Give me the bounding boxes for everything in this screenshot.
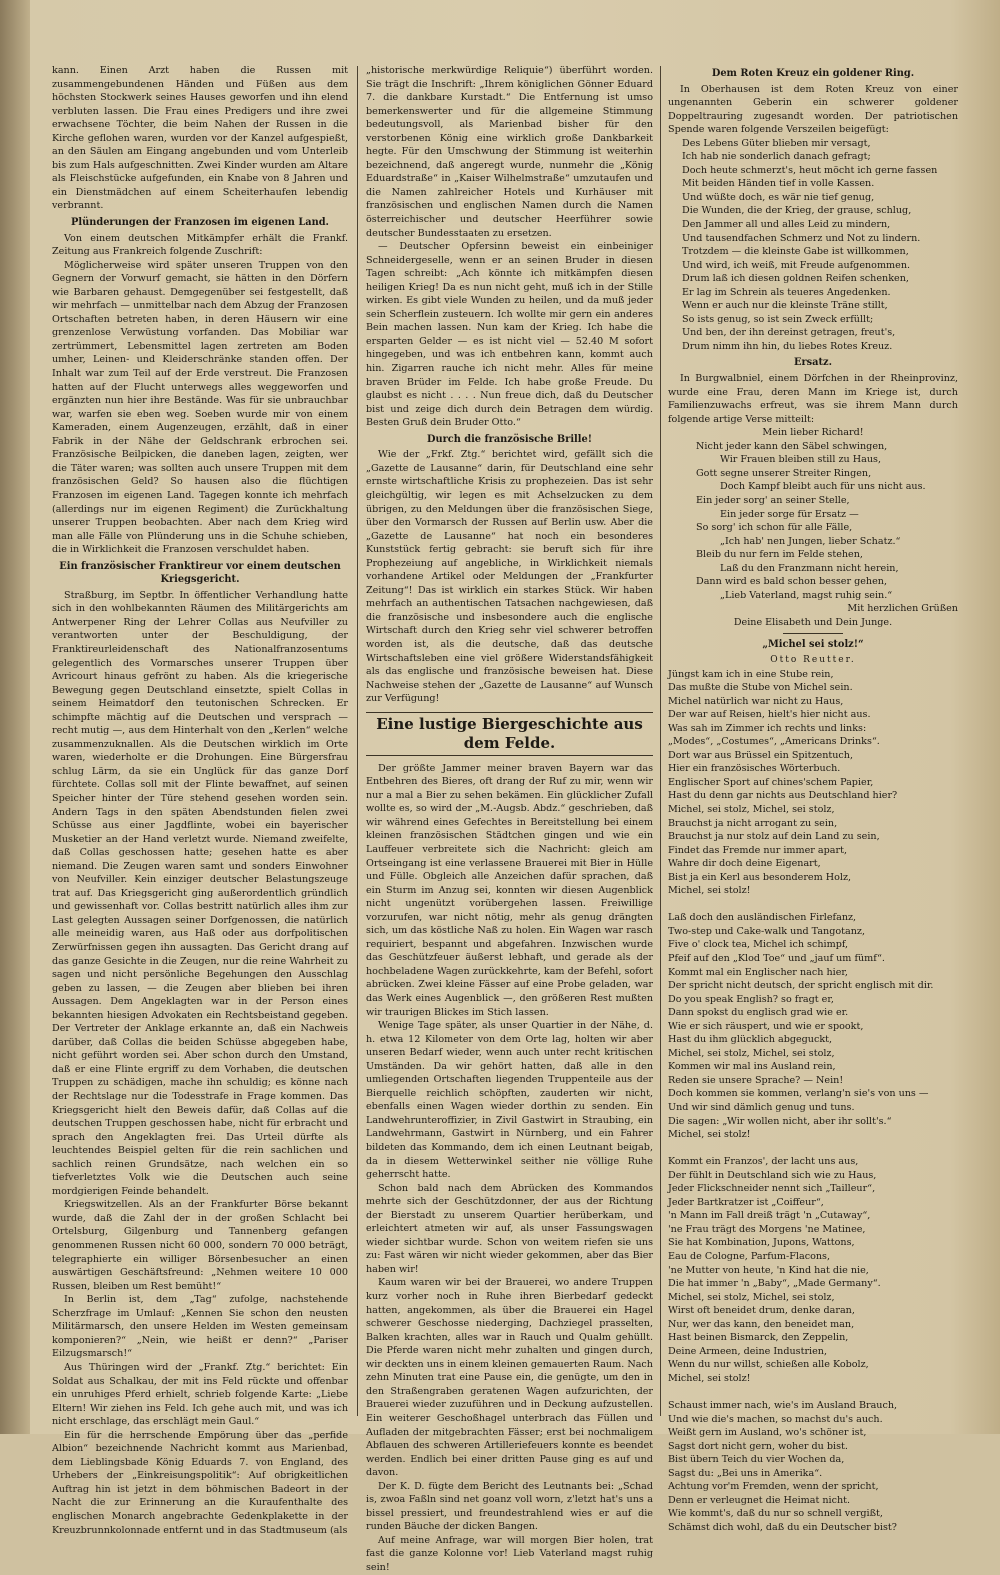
poem-line: Die Wunden, die der Krieg, der grause, schlug, bbox=[682, 205, 912, 217]
poem-line: Dann wird es bald schon besser gehen, bbox=[696, 576, 888, 588]
poem-line: Brauchst ja nur stolz auf dein Land zu sein, bbox=[668, 831, 880, 843]
poem-line: Reden sie unsere Sprache? — Nein! bbox=[668, 1074, 844, 1086]
heading-pluenderungen: Plünderungen der Franzosen im eigenen Land. bbox=[71, 217, 329, 229]
poem-line: Dann spokst du englisch grad wie er. bbox=[668, 1007, 849, 1019]
poem-line: Laß doch den ausländischen Firlefanz, bbox=[668, 912, 857, 924]
poem-line: Trotzdem — die kleinste Gabe ist willkommen, bbox=[682, 246, 909, 258]
poem-line: Jeder Flickschneider nennt sich „Tailleur“, bbox=[668, 1183, 876, 1195]
poem-line: Denn er verleugnet die Heimat nicht. bbox=[668, 1494, 851, 1506]
poem-line: Weißt gern im Ausland, wo's schöner ist, bbox=[668, 1427, 867, 1439]
poem-line bbox=[668, 1142, 958, 1156]
headline-biergeschichte: Eine lustige Biergeschichte aus dem Felde. bbox=[366, 712, 653, 756]
poem-line: Hier ein französisches Wörterbuch. bbox=[668, 763, 841, 775]
poem-line: Bist ja ein Kerl aus besonderem Holz, bbox=[668, 871, 852, 883]
poem-line: Der war auf Reisen, hielt's hier nicht aus. bbox=[668, 709, 871, 721]
poem-line: Bist übern Teich du vier Wochen da, bbox=[668, 1454, 845, 1466]
heading-rotes-kreuz: Dem Roten Kreuz ein goldener Ring. bbox=[711, 68, 915, 79]
binding-gutter bbox=[0, 0, 30, 1434]
poem-line: Deine Elisabeth und Dein Junge. bbox=[733, 616, 893, 628]
author-byline: Otto Reutter. bbox=[770, 654, 856, 665]
paragraph: Der K. D. fügte dem Bericht des Leutnants bei: „Schad is, zwoa Faßln sind net goanz voll worn, z'letzt hat's uns a bissel pressiert, und freundestrahlend wies er auf die runden Bäuche der dicken Bangen. bbox=[366, 1480, 653, 1533]
poem-michel bbox=[668, 668, 958, 1535]
poem-line: Gott segne unserer Streiter Ringen, bbox=[696, 467, 872, 479]
poem-line: Das mußte die Stube von Michel sein. bbox=[668, 682, 853, 694]
poem-line: Michel, sei stolz! bbox=[668, 885, 751, 897]
column-3 bbox=[668, 64, 958, 1533]
poem-line: 'ne Mutter von heute, 'n Kind hat die nie, bbox=[668, 1264, 869, 1276]
heading-franktireur: Ein französischer Franktireur vor einem deutschen Kriegsgericht. bbox=[59, 560, 341, 586]
poem-line: Michel, sei stolz, Michel, sei stolz, bbox=[668, 1047, 835, 1059]
poem-line: Mein lieber Richard! bbox=[762, 427, 864, 439]
paragraph: Straßburg, im Septbr. In öffentlicher Verhandlung hatte sich in den wohlbekannten Räumen des Militärgerichts am Antwerpener Ring der Lehrer Collas aus Neufviller zu verantworten unter der Beschuldigung, der Franktireurleidenschaft des Nationalfranzosentums gelegentlich des Vormarsches unserer Truppen über Avricourt hinaus gefrönt zu haben. Als die kriegerische Bewegung gegen Deutschland einsetzte, spielt Collas in seinem Heimatdorf den teutonischen Schrecken. Er schimpfte mächtig auf die Deutschen und versprach — recht mutig —, aus dem Hinterhalt von den „Kerlen“ welche zusammenzuknallen. Als die Deutschen wirklich im Orte waren, wiederholte er die Drohungen. Eine Bürgersfrau schlug Lärm, da sie ein Unglück für das ganze Dorf fürchtete. Collas soll mit der Flinte bewaffnet, auf seinen Speicher hinter der Türe stehend gesehen worden sein. Andern Tags in den späten Abendstunden fielen zwei Schüsse aus einer Jagdflinte, wobei ein bayerischer Musketier an der Hand verletzt wurde. Niemand zweifelte, daß Collas geschossen hatte; gesehen hatte es aber niemand. Die Zeugen waren samt und sonders Einwohner von Neufviller. Kein einziger deutscher Belastungszeuge trat auf. Das Kriegsgericht ging außerordentlich gründlich und gewissenhaft vor. Collas bestritt natürlich alles ihm zur Last gelegten Aussagen seiner Dorfgenossen, die natürlich alle meineidig waren, aus Haß oder aus dorfpolitischen Zerwürfnissen gegen ihn aussagten. Das Gericht drang auf das ganze Gesichte in die Zeugen, nur die reine Wahrheit zu sagen und nicht persönliche Begehungen den Ausschlag geben zu lassen, — die Zeugen aber blieben bei ihren Aussagen. Dem Angeklagten war in der Person eines bekannten hiesigen Advokaten ein Rechtsbeistand gegeben. Der Vertreter der Anklage erkannte an, daß ein Nachweis darüber, daß Collas die beiden Schüsse abgegeben habe, nicht geführt worden sei. Aber schon durch den Umstand, daß er eine Flinte ergriff zu dem Vorhaben, die deutschen Truppen zu schädigen, mache ihn schuldig; es könne nach der Rechtslage nur die Todesstrafe in Frage kommen. Das Kriegsgericht hielt den Beweis dafür, daß Collas auf die deutschen Truppen geschossen habe, nicht für erbracht und sprach den Angeklagten frei. Das Urteil dürfte als leuchtendes Beispiel gelten für die rein sachlichen und sachlich reinen Grundsätze, nach welchen ein so tiefverletztes Volk wie die Deutschen auch seine mordgierigen Feinde behandelt. bbox=[52, 589, 348, 1197]
poem-line: Ein jeder sorge für Ersatz — bbox=[720, 508, 859, 520]
poem-line: Michel, sei stolz! bbox=[668, 1129, 751, 1141]
poem-line bbox=[668, 1386, 958, 1400]
paragraph: Schon bald nach dem Abrücken des Kommandos mehrte sich der Geschützdonner, der aus der Richtung der Bierstadt zu unserem Quartier herüberkam, und erleichtert atmeten wir auf, als unser Fassungswagen wieder sichtbar wurde. Schon von weitem riefen sie uns zu: Fast wären wir nicht wieder gekommen, aber das Bier haben wir! bbox=[366, 1182, 653, 1275]
poem-line: So ists genug, so ist sein Zweck erfüllt; bbox=[682, 313, 874, 325]
poem-line: Wenn du nur willst, schießen alle Kobolz, bbox=[668, 1359, 869, 1371]
poem-line: Doch kommen sie kommen, verlang'n sie's von uns — bbox=[668, 1088, 929, 1100]
poem-line: Wie er sich räuspert, und wie er spookt, bbox=[668, 1020, 864, 1032]
poem-line: So sorg' ich schon für alle Fälle, bbox=[696, 522, 853, 534]
poem-line: Des Lebens Güter blieben mir versagt, bbox=[682, 137, 871, 149]
poem-line: Wahre dir doch deine Eigenart, bbox=[668, 858, 821, 870]
paragraph: Von einem deutschen Mitkämpfer erhält die Frankf. Zeitung aus Frankreich folgende Zuschrift: bbox=[52, 232, 348, 258]
poem-rotes-kreuz bbox=[668, 137, 958, 354]
poem-line: Die hat immer 'n „Baby“, „Made Germany“. bbox=[668, 1278, 881, 1290]
poem-line: Deine Armeen, deine Industrien, bbox=[668, 1345, 828, 1357]
poem-line: Hast du ihm glücklich abgeguckt, bbox=[668, 1034, 833, 1046]
paragraph: Wie der „Frkf. Ztg.“ berichtet wird, gefällt sich die „Gazette de Lausanne“ darin, für Deutschland eine sehr ernste wirtschaftliche Krisis zu prophezeien. Das ist sehr gleichgültig, wir legen es mit Achselzucken zu dem übrigen, zu den Meldungen über die französischen Siege, über den Vormarsch der Russen auf Berlin usw. Aber die „Gazette de Lausanne“ hat noch ein besonderes Kunststück fertig gebracht: sie beruft sich für ihre Prophezeiung auf angebliche, in Wirklichkeit niemals vorhandene Artikel oder Meldungen der „Frankfurter Zeitung“! Das ist wirklich ein starkes Stück. Wir haben mehrfach an authentischen Tatsachen nachgewiesen, daß die französische und insbesondere auch die englische Wirtschaft durch den Krieg sehr viel schwerer betroffen worden ist, als die deutsche, daß das deutsche Wirtschaftsleben eine viel größere Widerstandsfähigkeit als das englische und französische beweisen hat. Diese Nachweise stehen der „Gazette de Lausanne“ auf Wunsch zur Verfügung! bbox=[366, 449, 653, 705]
paragraph: Wenige Tage später, als unser Quartier in der Nähe, d. h. etwa 12 Kilometer von dem Orte lag, holten wir aber unseren Bedarf wieder, wenn auch unter recht kritischen Umständen. Da wir gehört hatten, daß alle in den umliegenden Ortschaften liegenden Truppenteile aus der Bierquelle reichlich schöpften, zauderten wir nicht, ebenfalls einen Wagen wieder dorthin zu senden. Ein Landwehrunteroffizier, in Zivil Gastwirt in Straubing, ein Landwehrmann, Gastwirt in Nürnberg, und ein Fahrer bildeten das Kommando, dem ich einen Leutnant beigab, da in diesem Wetterwinkel seither nie völlige Ruhe geherrscht hatte. bbox=[366, 1020, 653, 1181]
poem-line: Und ben, der ihn dereinst getragen, freut's, bbox=[682, 327, 896, 339]
poem-line: Ich hab nie sonderlich danach gefragt; bbox=[682, 151, 871, 163]
poem-line: Der spricht nicht deutsch, der spricht englisch mit dir. bbox=[668, 980, 934, 992]
paragraph: Auf meine Anfrage, war will morgen Bier holen, trat fast die ganze Kolonne vor! Lieb Vaterland magst ruhig sein! bbox=[366, 1534, 653, 1573]
poem-line: Was sah im Zimmer ich rechts und links: bbox=[668, 722, 867, 734]
poem-line: Do you speak English? so fragt er, bbox=[668, 993, 834, 1005]
poem-line: Schaust immer nach, wie's im Ausland Brauch, bbox=[668, 1400, 898, 1412]
heading-ersatz: Ersatz. bbox=[794, 357, 832, 369]
poem-line: Sagst du: „Bei uns in Amerika“. bbox=[668, 1467, 823, 1479]
poem-line: Die sagen: „Wir wollen nicht, aber ihr sollt's.“ bbox=[668, 1115, 892, 1127]
poem-line: Findet das Fremde nur immer apart, bbox=[668, 844, 847, 856]
poem-line: Achtung vor'm Fremden, wenn der spricht, bbox=[668, 1481, 879, 1493]
poem-line: Und wie die's machen, so machst du's auch. bbox=[668, 1413, 883, 1425]
column-rule-2 bbox=[660, 66, 661, 1416]
poem-line: Kommen wir mal ins Ausland rein, bbox=[668, 1061, 836, 1073]
poem-line: „Modes“, „Costumes“, „Americans Drinks“. bbox=[668, 736, 880, 748]
poem-line: Michel natürlich war nicht zu Haus, bbox=[668, 695, 844, 707]
poem-line: Laß du den Franzmann nicht herein, bbox=[720, 562, 899, 574]
poem-line bbox=[668, 898, 958, 912]
poem-line: 'n Mann im Fall dreiß trägt 'n „Cutaway“, bbox=[668, 1210, 871, 1222]
paragraph: „historische merkwürdige Reliquie“) überführt worden. Sie trägt die Inschrift: „Ihrem königlichen Gönner Eduard 7. die dankbare Kurstadt.“ Die Entfernung ist umso bemerkenswerter und für die allgemeine Stimmung bedeutungsvoll, als Marienbad bisher für den verstorbenen König eine wirklich große Dankbarkeit hegte. Für den Umschwung der Stimmung ist weiterhin bezeichnend, daß angeregt wurde, nunmehr die „König Eduardstraße“ in „Kaiser Wilhelmstraße“ umzutaufen und die Namen zahlreicher Hotels und Kurhäuser mit französischen und englischen Namen durch die Namen österreichischer und deutscher Heerführer sowie deutscher Bundesstaaten zu ersetzen. bbox=[366, 65, 653, 239]
heading-franzoesische-brille: Durch die französische Brille! bbox=[426, 433, 593, 445]
poem-line: 'ne Frau trägt des Morgens 'ne Matinee, bbox=[668, 1223, 866, 1235]
column-2 bbox=[366, 64, 653, 1573]
paragraph: Aus Thüringen wird der „Frankf. Ztg.“ berichtet: Ein Soldat aus Schalkau, der mit ins Feld rückte und offenbar ein unruhiges Pferd erhielt, schrieb folgende Karte: „Liebe Eltern! Wir ziehen ins Feld. Ich gehe auch mit, und was ich nicht erschlage, das erschlägt mein Gaul.“ bbox=[52, 1361, 348, 1428]
poem-line: Drum nimm ihn hin, du liebes Rotes Kreuz. bbox=[682, 340, 893, 352]
poem-line: Nur, wer das kann, den beneidet man, bbox=[668, 1318, 855, 1330]
poem-line: Ein jeder sorg' an seiner Stelle, bbox=[696, 494, 850, 506]
poem-line: Jüngst kam ich in eine Stube rein, bbox=[668, 668, 834, 680]
poem-line: Sie hat Kombination, Jupons, Wattons, bbox=[668, 1237, 855, 1249]
poem-line: Schämst dich wohl, daß du ein Deutscher bist? bbox=[668, 1521, 897, 1533]
column-1 bbox=[52, 64, 348, 1536]
paragraph-opfersinn: — Deutscher Opfersinn beweist ein einbeiniger Schneidergeselle, wenn er an seinen Bruder in diesen Tagen schreibt: „Ach könnte ich mitkämpfen diesen heiligen Krieg! Da es nun nicht geht, muß ich in der Stille wirken. Es gibt viele Wunden zu heilen, und da muß jeder sein Scherflein zusteuern. Ich wollte mir gern ein anderes Bein machen lassen. Nun kam der Krieg. Ich habe die ersparten Gelder — es ist nicht viel — 52.40 M sofort hingegeben, und was ich entbehren kann, kommt auch hin. Zigarren rauche ich nicht mehr. Alles für meine braven Brüder im Felde. Ich habe große Freude. Du glaubst es nicht . . . . Nun freue dich, daß du Deutscher bist und zeige dich durch dein Betragen dem würdig. Besten Gruß dein Bruder Otto.“ bbox=[366, 241, 653, 429]
poem-line: Hast beinen Bismarck, den Zeppelin, bbox=[668, 1332, 849, 1344]
poem-line: Mit herzlichen Grüßen bbox=[847, 603, 958, 615]
paragraph: In Burgwalbniel, einem Dörfchen in der Rheinprovinz, wurde eine Frau, deren Mann im Kriege ist, durch Familienzuwachs erfreut, was sie ihrem Mann durch folgende artige Verse mitteilt: bbox=[668, 373, 958, 425]
poem-line: Michel, sei stolz! bbox=[668, 1372, 751, 1384]
paragraph: Der größte Jammer meiner braven Bayern war das Entbehren des Bieres, oft drang der Ruf zu mir, wenn wir nur a mal a Bier zu sehen bekämen. Ein glücklicher Zufall wollte es, so wird der „M.-Augsb. Abdz.“ geschrieben, daß wir während eines Gefechtes in Bereitstellung bei einem kleinen französischen Städtchen gingen und wie ein Lauffeuer verbreitete sich die Nachricht: gleich am Ortseingang ist eine verlassene Brauerei mit Bier in Hülle und Fülle. Obgleich alle Anzeichen dafür sprachen, daß ein Sturm im Anzug sei, konnten wir diesen Augenblick nicht ungenützt vorübergehen lassen. Freiwillige vorzurufen, war nicht nötig, mehr als genug drängten sich, um das köstliche Naß zu holen. Ein Wagen war rasch requiriert, bespannt und abgefahren. Inzwischen wurde das Geschützfeuer äußerst lebhaft, und gerade als der hochbeladene Wagen zurückkehrte, kam der Befehl, sofort abrücken. Zwei kleine Fässer auf eine Probe geladen, war das Werk eines Augenblick —, den größeren Rest mußten wir traurigen Blickes im Stich lassen. bbox=[366, 762, 653, 1018]
poem-line: Der fühlt in Deutschland sich wie zu Haus, bbox=[668, 1169, 877, 1181]
poem-line: Michel, sei stolz, Michel, sei stolz, bbox=[668, 803, 835, 815]
poem-line: Hast du denn gar nichts aus Deutschland hier? bbox=[668, 790, 898, 802]
poem-line: Eau de Cologne, Parfum-Flacons, bbox=[668, 1251, 831, 1263]
poem-line: Michel, sei stolz, Michel, sei stolz, bbox=[668, 1291, 835, 1303]
poem-ersatz bbox=[668, 426, 958, 629]
poem-line: Dort war aus Brüssel ein Spitzentuch, bbox=[668, 749, 854, 761]
poem-line: Und tausendfachen Schmerz und Not zu lindern. bbox=[682, 232, 921, 244]
poem-line: Doch Kampf bleibt auch für uns nicht aus. bbox=[720, 481, 926, 493]
poem-line: „Ich hab' nen Jungen, lieber Schatz.“ bbox=[720, 535, 901, 547]
paragraph: Kaum waren wir bei der Brauerei, wo andere Truppen kurz vorher noch in Ruhe ihren Bierbedarf gedeckt hatten, angekommen, als über die Brauerei ein Hagel schwerer Geschosse niederging, Dachziegel prasselten, Balken krachten, alles war in Rauch und Qualm gehüllt. Die Pferde waren nicht mehr zuhalten und gingen durch, wir deckten uns in einem kleinen gemauerten Raum. Nach zehn Minuten trat eine Pause ein, die genügte, um den in den Straßengraben geratenen Wagen aufzurichten, der Brauerei wieder zuzuführen und in Deckung aufzustellen. Ein weiterer Geschoßhagel unterbrach das Füllen und Aufladen der mitgebrachten Fässer; erst bei nochmaligem Abflauen des schweren Artilleriefeuers konnte es beendet werden. Endlich bei einer dritten Pause ging es auf und davon. bbox=[366, 1277, 653, 1479]
poem-line: Nicht jeder kann den Säbel schwingen, bbox=[696, 440, 888, 452]
poem-line: Englischer Sport auf chines'schem Papier, bbox=[668, 776, 874, 788]
article-russian-atrocities: kann. Einen Arzt haben die Russen mit zusammengebundenen Händen und Füßen aus dem höchsten Stockwerk seines Hauses geworfen und ihn elend verbluten lassen. Die Frau eines Predigers und ihre zwei erwachsene Töchter, die beim Nahen der Russen in die Kirche geflohen waren, wurden vor der Kanzel aufgespießt, an den Säulen am Eingang angebunden und vom Unterleib bis zum Hals aufgeschnitten. Zwei Kinder wurden am Altare als Fleischstücke aufgefunden, ein Knabe von 8 Jahren und ein Dienstmädchen auf einem Scheiterhaufen lebendig verbrannt. bbox=[52, 65, 348, 212]
heading-michel: „Michel sei stolz!“ bbox=[762, 639, 864, 651]
poem-line: Drum laß ich diesen goldnen Reifen schenken, bbox=[682, 273, 909, 285]
poem-line: Two-step und Cake-walk und Tangotanz, bbox=[668, 925, 866, 937]
paragraph: Ein für die herrschende Empörung über das „perfide Albion“ bezeichnende Nachricht kommt aus Marienbad, dem Lieblingsbade König Eduards 7. von England, des Urhebers der „Einkreisungspolitik“: Auf obrigkeitlichen Auftrag hin ist jetzt in dem böhmischen Badeort in der Nacht die zur Erinnerung an die Kuraufenthalte des englischen Monarch angebrachte Gedenkplakette in der Kreuzbrunnkolonnade entfernt und in das Stadtmuseum (als bbox=[52, 1429, 348, 1536]
poem-line: Und wird, ich weiß, mit Freude aufgenommen. bbox=[682, 259, 911, 271]
poem-line: Wirst oft beneidet drum, denke daran, bbox=[668, 1305, 855, 1317]
poem-line: Mit beiden Händen tief in volle Kassen. bbox=[682, 178, 875, 190]
separator bbox=[783, 633, 843, 634]
poem-line: Wenn er auch nur die kleinste Träne stillt, bbox=[682, 300, 888, 312]
poem-line: Er lag im Schrein als teueres Angedenken. bbox=[682, 286, 891, 298]
poem-line: Sagst dort nicht gern, woher du bist. bbox=[668, 1440, 848, 1452]
poem-line: Den Jammer all und alles Leid zu mindern, bbox=[682, 219, 891, 231]
column-rule-1 bbox=[357, 66, 358, 1416]
poem-line: Five o' clock tea, Michel ich schimpf, bbox=[668, 939, 849, 951]
poem-line: Kommt mal ein Englischer nach hier, bbox=[668, 966, 848, 978]
poem-line: Kommt ein Franzos', der lacht uns aus, bbox=[668, 1156, 859, 1168]
poem-line: Brauchst ja nicht arrogant zu sein, bbox=[668, 817, 838, 829]
poem-line: Wir Frauen bleiben still zu Haus, bbox=[720, 454, 881, 466]
paragraph: In Berlin ist, dem „Tag“ zufolge, nachstehende Scherzfrage im Umlauf: „Kennen Sie schon den neusten Militärmarsch, den unsere Helden im Westen gemeinsam komponieren?“ „Nein, wie heißt er denn?“ „Pariser Eilzugsmarsch!“ bbox=[52, 1294, 348, 1360]
poem-line: Pfeif auf den „Klod Toe“ und „jauf um fümf“. bbox=[668, 953, 885, 964]
poem-line: Doch heute schmerzt's, heut möcht ich gerne fassen bbox=[682, 164, 938, 176]
poem-line: Bleib du nur fern im Felde stehen, bbox=[696, 549, 863, 561]
paragraph-kriegswitzellen: Kriegswitzellen. Als an der Frankfurter Börse bekannt wurde, daß die Zahl der in der großen Schlacht bei Ortelsburg, Gilgenburg und Tannenberg gefangen genommenen Russen nicht 60 000, sondern 70 000 beträgt, telegraphierte ein williger Börsenbesucher an einen auswärtigen Geschäftsfreund: „Nehmen weitere 10 000 Russen, bleiben um Rest bemüht!“ bbox=[52, 1199, 348, 1292]
poem-line: Und wüßte doch, es wär nie tief genug, bbox=[682, 191, 875, 203]
paragraph: In Oberhausen ist dem Roten Kreuz von einer ungenannten Geberin ein schwerer goldener Doppeltrauring zugesandt worden. Der patriotischen Spende waren folgende Verszeilen beigefügt: bbox=[668, 83, 958, 136]
paragraph: Möglicherweise wird später unseren Truppen von den Gegnern der Vorwurf gemacht, sie hätten in den Dörfern wie Barbaren gehaust. Demgegenüber sei festgestellt, daß wir mehrfach — unmittelbar nach dem Abzug der Franzosen Ortschaften betreten haben, in deren Häusern wir eine grenzenlose Verwüstung vorfanden. Das Mobiliar war zertrümmert, Lebensmittel lagen zertreten am Boden umher, Leinen- und Kleiderschränke standen offen. Der Inhalt war zum Teil auf der Erde verstreut. Die Franzosen hatten auf der Flucht unterwegs alles weggeworfen und ergänzten nun hier ihre Bestände. Was für sie unbrauchbar war, warfen sie eben weg. Soeben wurde mir von einem Kameraden, einem Augenzeugen, erzählt, daß in einer Fabrik in der Nähe der Geldschrank erbrochen sei. Französische Beilpicken, die daneben lagen, zeigten, wer die Täter waren; was sollten auch unsere Truppen mit dem französischen Geld? So hausen also die flüchtigen Franzosen im eigenen Land. Tagegen konnte ich mehrfach (allerdings nur im eigenen Regiment) die Zurückhaltung unserer Truppen beobachten. Aber nach dem Krieg wird man alle Fälle von Plünderung uns in die Schuhe schieben, die in Wirklichkeit die Franzosen verschuldet haben. bbox=[52, 259, 348, 556]
poem-line: „Lieb Vaterland, magst ruhig sein.“ bbox=[720, 589, 893, 601]
poem-line: Und wir sind dämlich genug und tuns. bbox=[668, 1102, 855, 1114]
poem-line: Wie kommt's, daß du nur so schnell vergißt, bbox=[668, 1508, 883, 1520]
poem-line: Jeder Bartkratzer ist „Coiffeur“, bbox=[668, 1196, 824, 1208]
